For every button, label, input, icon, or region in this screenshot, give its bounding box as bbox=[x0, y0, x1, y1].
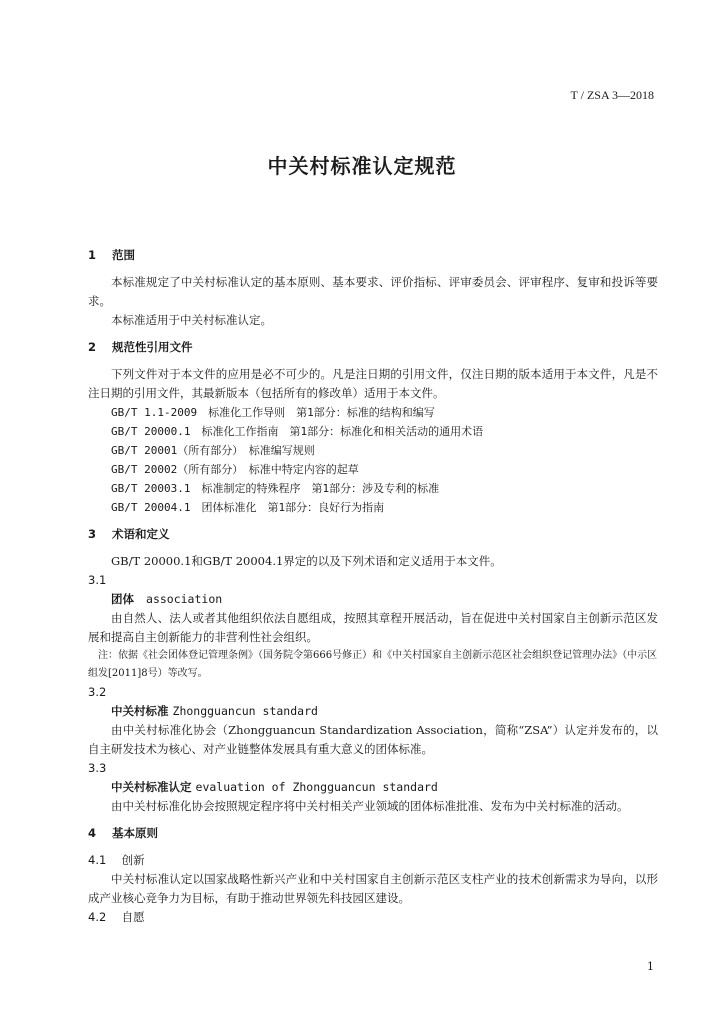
section-title: 规范性引用文件 bbox=[112, 340, 193, 354]
section-heading-scope bbox=[88, 246, 658, 265]
clause-number: 4.1 bbox=[88, 853, 107, 867]
clause-heading bbox=[88, 851, 658, 870]
term-heading bbox=[88, 778, 658, 797]
reference-item: GB/T 1.1-2009 标准化工作导则 第1部分：标准的结构和编写 bbox=[111, 406, 435, 419]
term-zh: 团体 bbox=[111, 592, 134, 606]
term-zh: 中关村标准认定 bbox=[111, 780, 192, 794]
section-number: 3 bbox=[88, 527, 97, 541]
section-title: 范围 bbox=[112, 248, 136, 262]
clause-heading bbox=[88, 908, 658, 927]
clause-title: 创新 bbox=[121, 853, 145, 867]
term-definition: 由中关村标准化协会（Zhongguancun Standardization Association，简称“ZSA”）认定并发布的，以自主研发技术为核心、对产业链整体发展具有重大意义的团体标准。 bbox=[88, 723, 658, 756]
document-body bbox=[88, 238, 658, 927]
term-number: 3.1 bbox=[88, 573, 107, 587]
section-number: 4 bbox=[88, 826, 97, 840]
section-heading-terms bbox=[88, 525, 658, 544]
term-note: 注：依据《社会团体登记管理条例》（国务院令第666号修正）和《中关村国家自主创新示范区社会组织登记管理办法》（中示区组发[2011]8号）等改写。 bbox=[88, 650, 658, 679]
paragraph: 中关村标准认定以国家战略性新兴产业和中关村国家自主创新示范区支柱产业的技术创新需求为导向，以形成产业核心竞争力为目标，有助于推动世界领先科技园区建设。 bbox=[88, 872, 658, 905]
term-number: 3.3 bbox=[88, 761, 107, 775]
section-heading-normative-references bbox=[88, 338, 658, 357]
document-code: T / ZSA 3—2018 bbox=[570, 88, 654, 102]
paragraph: 本标准规定了中关村标准认定的基本原则、基本要求、评价指标、评审委员会、评审程序、复审和投诉等要求。 bbox=[88, 275, 658, 308]
paragraph: 下列文件对于本文件的应用是必不可少的。凡是注日期的引用文件，仅注日期的版本适用于本文件，凡是不注日期的引用文件，其最新版本（包括所有的修改单）适用于本文件。 bbox=[88, 367, 658, 400]
reference-item: GB/T 20002（所有部分） 标准中特定内容的起草 bbox=[111, 463, 359, 476]
term-definition: 由自然人、法人或者其他组织依法自愿组成，按照其章程开展活动，旨在促进中关村国家自主创新示范区发展和提高自主创新能力的非营利性社会组织。 bbox=[88, 611, 658, 644]
page-number: 1 bbox=[647, 960, 654, 973]
term-zh: 中关村标准 bbox=[111, 704, 169, 718]
reference-item: GB/T 20000.1 标准化工作指南 第1部分：标准化和相关活动的通用术语 bbox=[111, 425, 484, 438]
term-definition: 由中关村标准化协会按照规定程序将中关村相关产业领域的团体标准批准、发布为中关村标准的活动。 bbox=[111, 799, 629, 813]
clause-number: 4.2 bbox=[88, 910, 107, 924]
reference-item: GB/T 20001（所有部分） 标准编写规则 bbox=[111, 444, 315, 457]
term-en: Zhongguancun standard bbox=[172, 704, 318, 718]
section-title: 术语和定义 bbox=[112, 527, 170, 541]
reference-item: GB/T 20003.1 标准制定的特殊程序 第1部分：涉及专利的标准 bbox=[111, 482, 440, 495]
clause-title: 自愿 bbox=[121, 910, 145, 924]
term-en: evaluation of Zhongguancun standard bbox=[195, 780, 438, 794]
reference-item: GB/T 20004.1 团体标准化 第1部分：良好行为指南 bbox=[111, 501, 385, 514]
section-number: 1 bbox=[88, 248, 97, 262]
page-title: 中关村标准认定规范 bbox=[267, 154, 457, 178]
paragraph: GB/T 20000.1和GB/T 20004.1界定的以及下列术语和定义适用于本文件。 bbox=[111, 554, 502, 568]
term-number: 3.2 bbox=[88, 685, 107, 699]
section-heading-principles bbox=[88, 824, 658, 843]
term-en: association bbox=[146, 592, 223, 606]
term-heading bbox=[88, 590, 658, 609]
term-heading bbox=[88, 702, 658, 721]
paragraph: 本标准适用于中关村标准认定。 bbox=[111, 313, 272, 327]
section-number: 2 bbox=[88, 340, 97, 354]
section-title: 基本原则 bbox=[112, 826, 159, 840]
